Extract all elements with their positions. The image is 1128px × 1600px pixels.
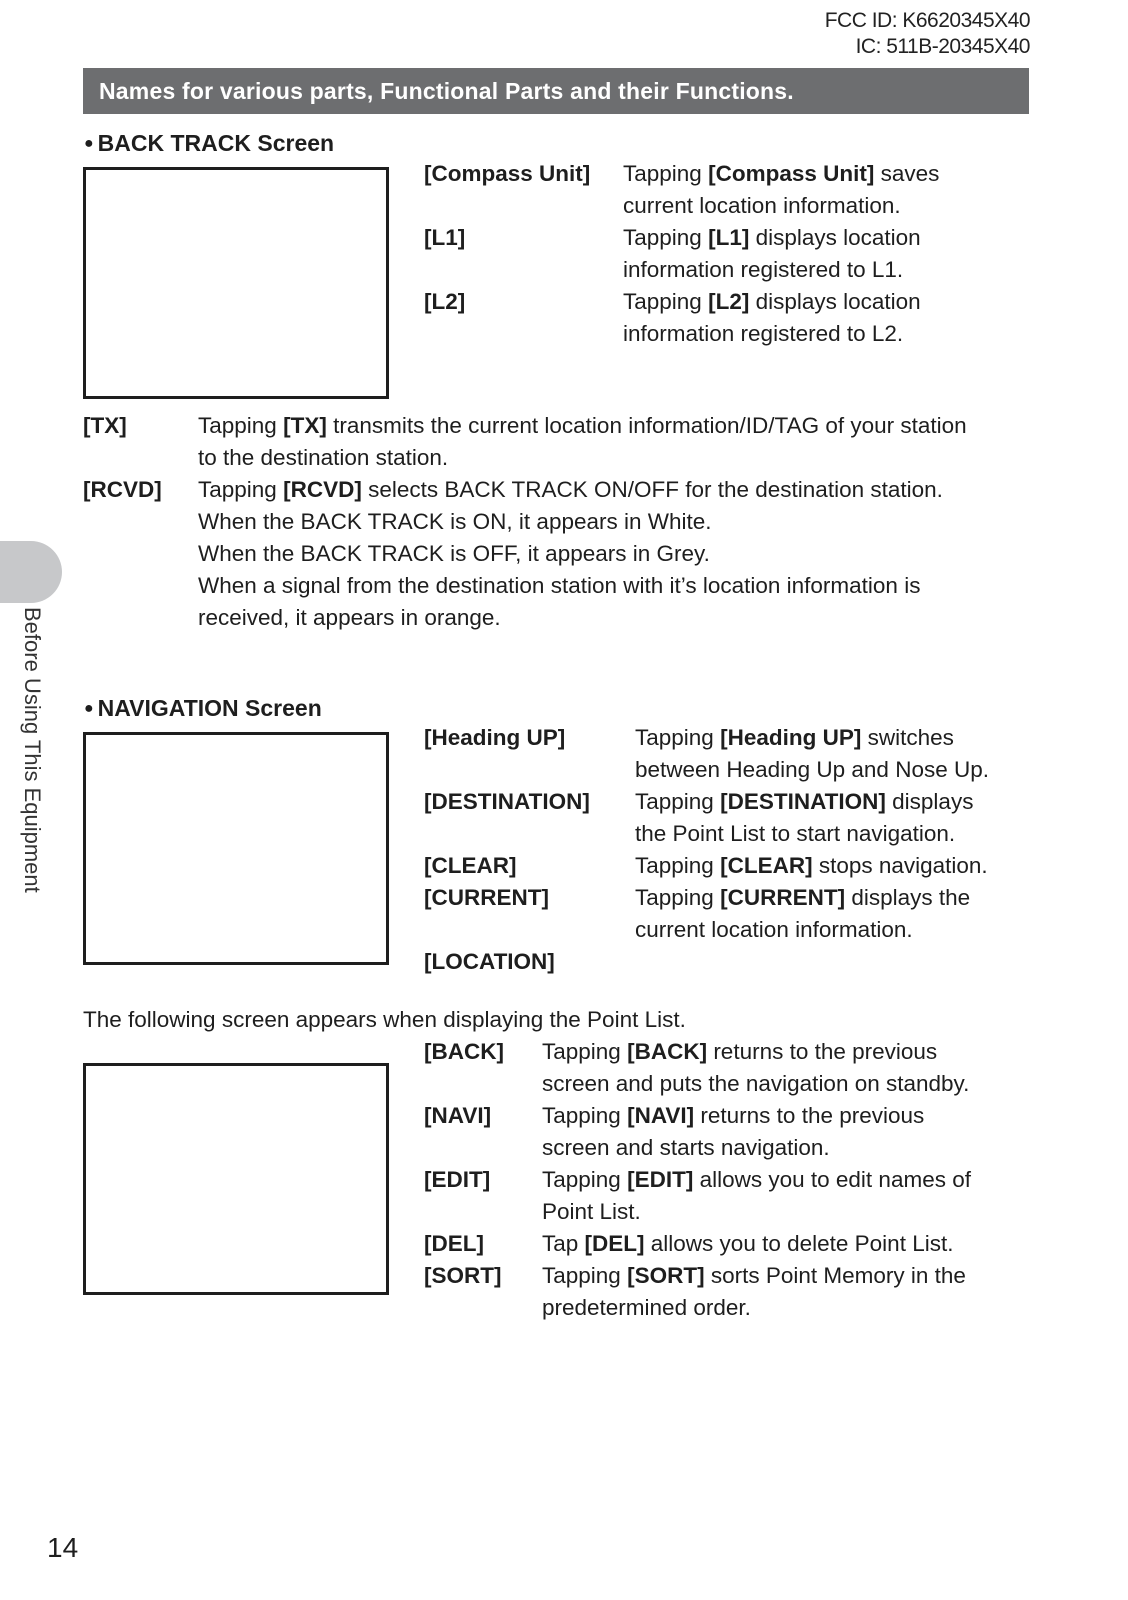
desc-compass-unit: Tapping [Compass Unit] saves current location information. [623, 161, 940, 218]
navigation-items [424, 722, 1044, 982]
ic-id: IC: 511B-20345X40 [855, 35, 1030, 58]
desc-l2: Tapping [L2] displays location information registered to L2. [623, 289, 921, 346]
term-destination: [DESTINATION] [424, 789, 590, 814]
term-navi: [NAVI] [424, 1103, 492, 1128]
desc-sort: Tapping [SORT] sorts Point Memory in the predetermined order. [542, 1263, 966, 1320]
page-number: 14 [47, 1532, 79, 1563]
desc-navi: Tapping [NAVI] returns to the previous screen and starts navigation. [542, 1103, 925, 1160]
navigation-heading: ● NAVIGATION Screen [84, 695, 322, 721]
point-list-items [424, 1036, 1044, 1336]
desc-rcvd: Tapping [RCVD] selects BACK TRACK ON/OFF for the destination station. When the BACK TRACK is ON, it appears in White. When the BACK TRACK is OFF, it appears in Grey. When a signal from the destination station with it’s location information is received, it appears in orange. [198, 477, 943, 630]
point-list-screen-image [83, 1063, 389, 1295]
side-tab-marker [0, 541, 62, 603]
term-sort: [SORT] [424, 1263, 502, 1288]
term-l1: [L1] [424, 225, 466, 250]
bullet-icon: ● [84, 135, 94, 152]
desc-clear: Tapping [CLEAR] stops navigation. [635, 853, 988, 878]
desc-back: Tapping [BACK] returns to the previous screen and puts the navigation on standby. [542, 1039, 970, 1096]
back-track-bottom-items [83, 410, 1043, 640]
desc-tx: Tapping [TX] transmits the current location information/ID/TAG of your station to the destination station. [198, 413, 967, 470]
bullet-icon: ● [84, 700, 94, 717]
regulatory-ids [825, 8, 1030, 60]
point-list-intro: The following screen appears when displaying the Point List. [83, 1007, 686, 1032]
fcc-id: FCC ID: K6620345X40 [824, 9, 1030, 32]
term-del: [DEL] [424, 1231, 484, 1256]
section-banner: Names for various parts, Functional Parts and their Functions. [83, 68, 1029, 114]
desc-edit: Tapping [EDIT] allows you to edit names of Point List. [542, 1167, 971, 1224]
desc-heading-up: Tapping [Heading UP] switches between Heading Up and Nose Up. [635, 725, 989, 782]
term-compass-unit: [Compass Unit] [424, 161, 591, 186]
term-tx: [TX] [83, 413, 127, 438]
term-clear: [CLEAR] [424, 853, 517, 878]
desc-l1: Tapping [L1] displays location information registered to L1. [623, 225, 921, 282]
back-track-items [424, 158, 1044, 358]
term-location: [LOCATION] [424, 949, 555, 974]
term-heading-up: [Heading UP] [424, 725, 566, 750]
side-tab-label: Before Using This Equipment [20, 607, 45, 893]
term-current: [CURRENT] [424, 885, 549, 910]
term-l2: [L2] [424, 289, 466, 314]
term-edit: [EDIT] [424, 1167, 491, 1192]
desc-destination: Tapping [DESTINATION] displays the Point List to start navigation. [635, 789, 974, 846]
back-track-screen-image [83, 167, 389, 399]
desc-del: Tap [DEL] allows you to delete Point List. [542, 1231, 954, 1256]
term-rcvd: [RCVD] [83, 477, 162, 502]
desc-current: Tapping [CURRENT] displays the current location information. [635, 885, 971, 942]
navigation-screen-image [83, 732, 389, 965]
term-back: [BACK] [424, 1039, 504, 1064]
back-track-heading: ● BACK TRACK Screen [84, 130, 335, 156]
